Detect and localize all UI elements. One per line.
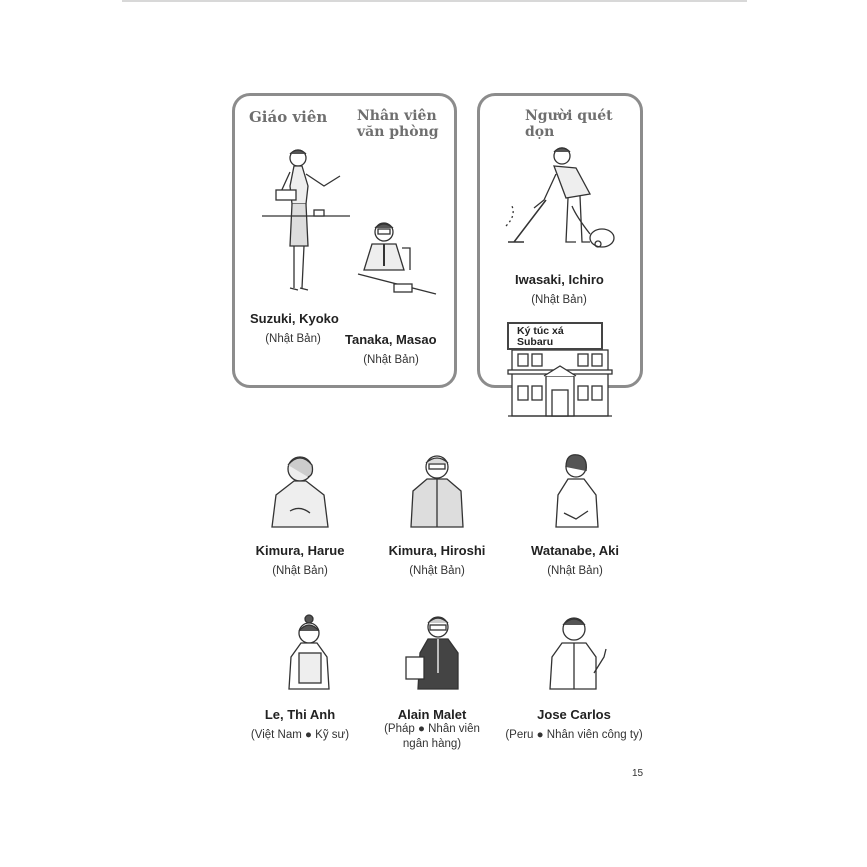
person-name-tanaka: Tanaka, Masao — [345, 332, 437, 347]
jose-portrait — [546, 613, 608, 691]
person-nat-alain-line2: ngân hàng) — [402, 738, 462, 750]
person-name-suzuki: Suzuki, Kyoko — [250, 311, 339, 326]
person-name-jose: Jose Carlos — [537, 707, 611, 722]
person-nat-suzuki: (Nhật Bản) — [265, 333, 321, 345]
person-nat-watanabe: (Nhật Bản) — [547, 565, 603, 577]
hiroshi-portrait — [409, 451, 465, 529]
le-portrait — [285, 613, 333, 691]
person-nat-le: (Việt Nam ● Kỹ sư) — [250, 729, 350, 741]
role-teacher: Giáo viên — [249, 108, 328, 126]
dormitory-sign-line2: Subaru — [517, 336, 554, 348]
dormitory-building — [508, 346, 612, 420]
person-name-alain: Alain Malet — [397, 707, 467, 722]
person-name-iwasaki: Iwasaki, Ichiro — [515, 272, 604, 287]
page-number: 15 — [632, 768, 644, 779]
person-nat-jose: (Peru ● Nhân viên công ty) — [505, 729, 643, 741]
harue-portrait — [270, 451, 330, 529]
cleaner-figure — [506, 146, 616, 250]
alain-portrait — [404, 613, 460, 691]
person-name-hiroshi: Kimura, Hiroshi — [388, 543, 486, 558]
top-rule — [122, 0, 747, 2]
role-cleaner-line2: dọn — [525, 124, 555, 140]
person-nat-tanaka: (Nhật Bản) — [363, 354, 419, 366]
dormitory-sign-line1: Ký túc xá — [517, 325, 564, 337]
role-office-line2: văn phòng — [357, 124, 439, 140]
person-nat-iwasaki: (Nhật Bản) — [531, 294, 587, 306]
person-name-watanabe: Watanabe, Aki — [531, 543, 619, 558]
person-name-harue: Kimura, Harue — [255, 543, 345, 558]
watanabe-portrait — [552, 451, 602, 529]
teacher-figure — [262, 146, 352, 298]
person-name-le: Le, Thi Anh — [264, 707, 336, 722]
role-cleaner-line1: Người quét — [525, 108, 613, 124]
person-nat-harue: (Nhật Bản) — [272, 565, 328, 577]
person-nat-hiroshi: (Nhật Bản) — [409, 565, 465, 577]
person-nat-alain-line1: (Pháp ● Nhân viên — [384, 723, 480, 735]
dormitory-sign — [507, 322, 603, 350]
office-worker-figure — [354, 218, 438, 300]
role-office-line1: Nhân viên — [357, 108, 437, 124]
